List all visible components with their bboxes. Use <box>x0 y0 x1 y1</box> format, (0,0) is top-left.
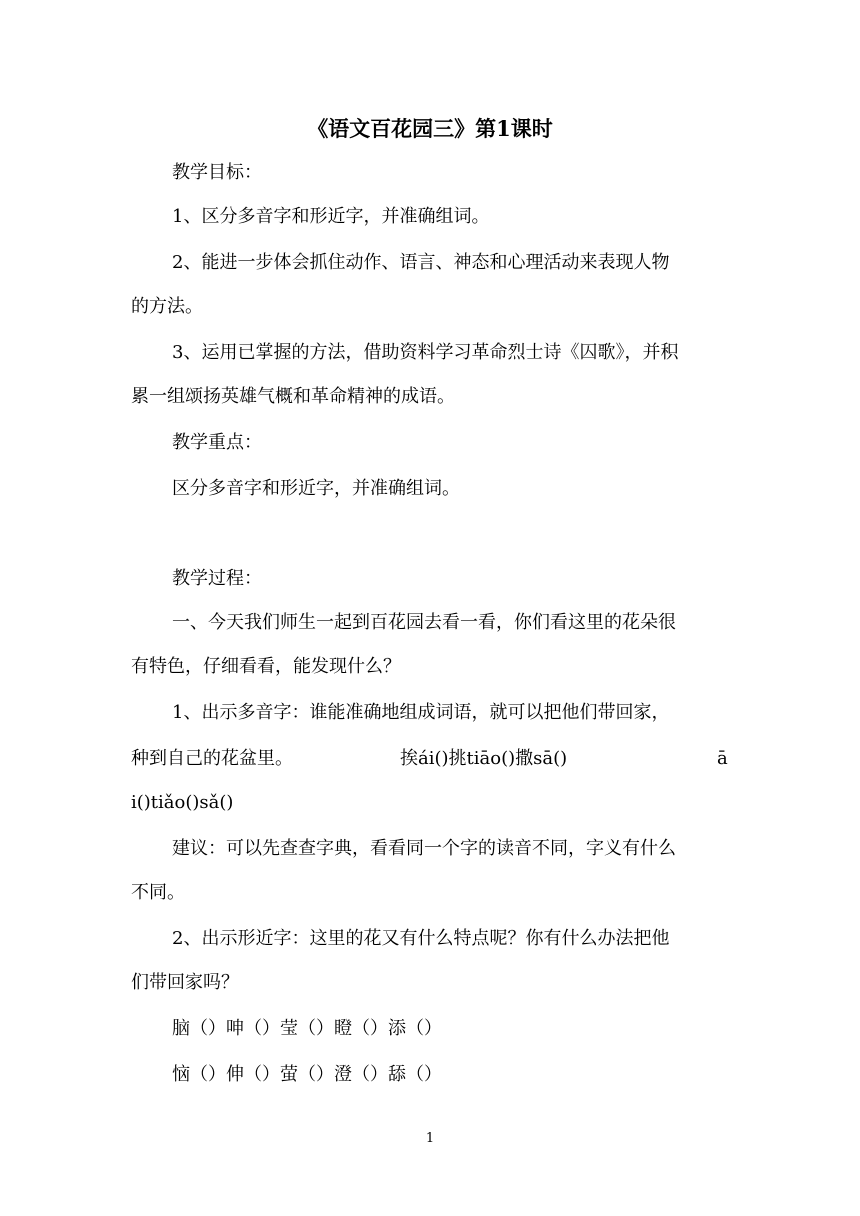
page-number: 1 <box>425 1131 435 1146</box>
paragraph-goal-2-line-1: 2、能进一步体会抓住动作、语言、神态和心理活动来表现人物 <box>172 252 670 273</box>
paragraph-teaching-goals-heading: 教学目标： <box>172 162 262 183</box>
polyphonic-pinyin-wrap: ā <box>717 748 728 769</box>
paragraph-goal-3-line-2: 累一组颂扬英雄气概和革命精神的成语。 <box>131 386 455 407</box>
paragraph-key-points-heading: 教学重点： <box>172 432 262 453</box>
paragraph-goal-2-line-2: 的方法。 <box>131 296 203 317</box>
paragraph-step-1-line-2: 有特色，仔细看看，能发现什么？ <box>131 656 401 677</box>
paragraph-polyphonic-line-1: 1、出示多音字：谁能准确地组成词语，就可以把他们带回家， <box>172 702 670 723</box>
polyphonic-pinyin-row-2: i()tiǎo()sǎ() <box>131 792 234 813</box>
paragraph-goal-1: 1、区分多音字和形近字，并准确组词。 <box>172 206 490 227</box>
similar-chars-row-1: 脑（）呻（）莹（）瞪（）添（） <box>172 1018 442 1039</box>
polyphonic-pinyin-row-1: 挨ái()挑tiāo()撒sā() <box>400 748 568 769</box>
paragraph-process-heading: 教学过程： <box>172 568 262 589</box>
paragraph-step-1-line-1: 一、今天我们师生一起到百花园去看一看，你们看这里的花朵很 <box>172 612 676 633</box>
paragraph-similar-chars-line-1: 2、出示形近字：这里的花又有什么特点呢？你有什么办法把他 <box>172 928 670 949</box>
paragraph-similar-chars-line-2: 们带回家吗？ <box>131 972 239 993</box>
paragraph-suggestion-line-2: 不同。 <box>131 882 185 903</box>
paragraph-suggestion-line-1: 建议：可以先查查字典，看看同一个字的读音不同，字义有什么 <box>172 838 676 859</box>
similar-chars-row-2: 恼（）伸（）萤（）澄（）舔（） <box>172 1064 442 1085</box>
paragraph-goal-3-line-1: 3、运用已掌握的方法，借助资料学习革命烈士诗《囚歌》，并积 <box>172 342 679 363</box>
paragraph-key-point: 区分多音字和形近字，并准确组词。 <box>172 478 460 499</box>
paragraph-polyphonic-line-2: 种到自己的花盆里。 <box>131 748 293 769</box>
document-title: 《语文百花园三》第1课时 <box>307 116 553 141</box>
